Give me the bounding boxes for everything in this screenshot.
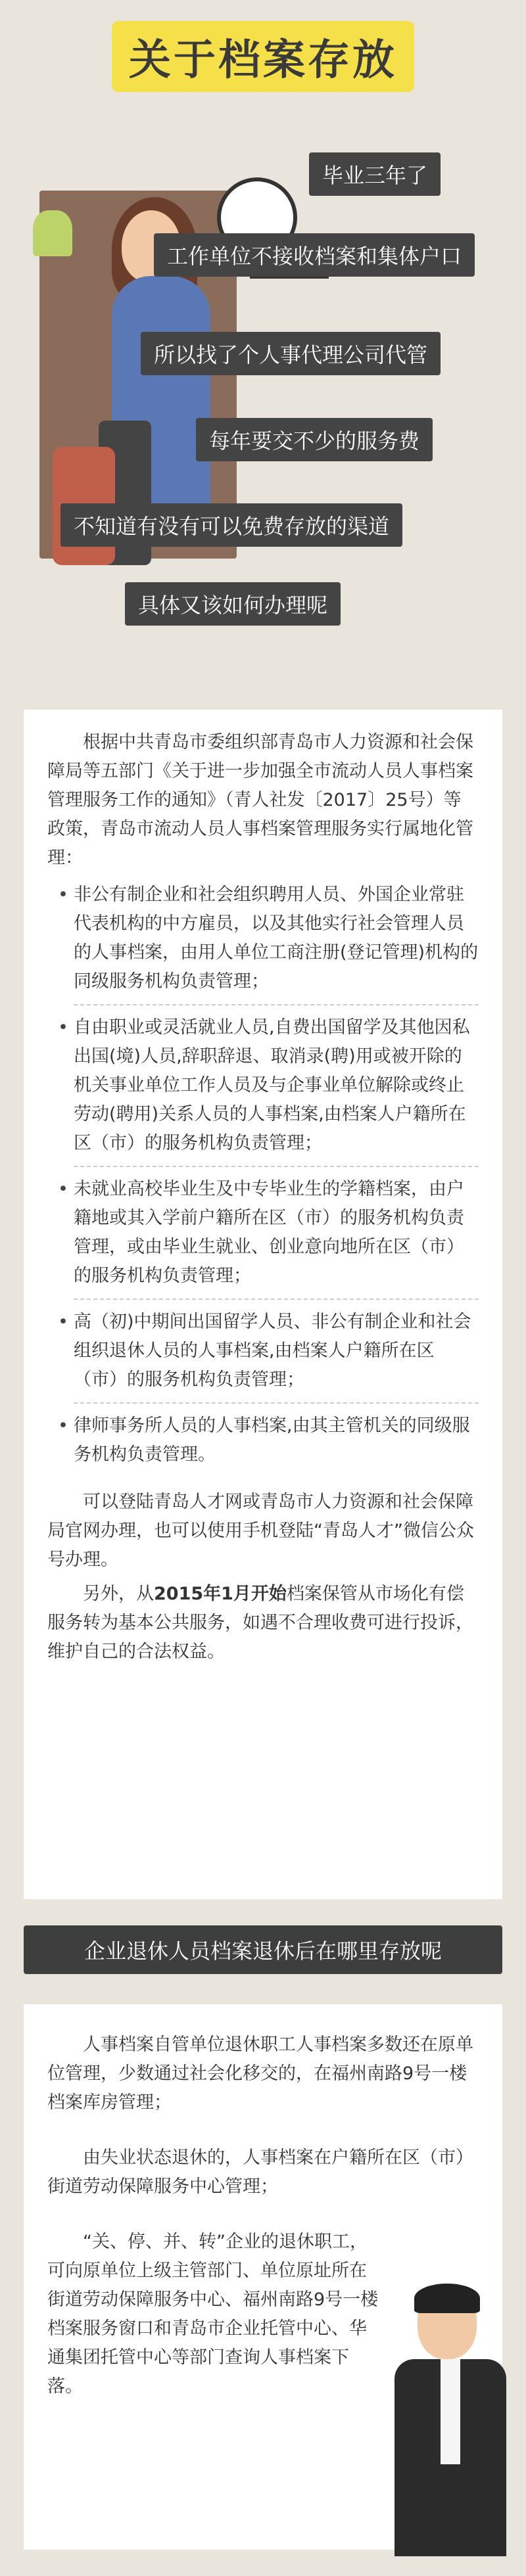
presenter-illustration bbox=[381, 2287, 513, 2563]
bubble-3: 所以找了个人事代理公司代管 bbox=[141, 332, 441, 375]
presenter-hair bbox=[414, 2284, 480, 2313]
list-item: • 自由职业或灵活就业人员,自费出国留学及其他因私出国(境)人员,辞职辞退、取消录(聘)用或被开除的机关事业单位工作人员及与企事业单位解除或终止劳动(聘用)关系人员的人事档案,由档案人户籍所在区（市）的服务机构负责管理； bbox=[74, 1005, 479, 1167]
section1-box bbox=[24, 710, 502, 1899]
list-item: • 非公有制企业和社会组织聘用人员、外国企业常驻代表机构的中方雇员，以及其他实行社会管理人员的人事档案，由用人单位工商注册(登记管理)机构的同级服务机构负责管理； bbox=[74, 873, 479, 1005]
list-item: • 律师事务所人员的人事档案,由其主管机关的同级服务机构负责管理。 bbox=[74, 1404, 479, 1477]
list-item: • 高（初)中期间出国留学人员、非公有制企业和社会组织退休人员的人事档案,由档案人户籍所在区（市）的服务机构负责管理； bbox=[74, 1300, 479, 1404]
bubble-2: 工作单位不接收档案和集体户口 bbox=[154, 233, 475, 277]
section2-p1: 人事档案自管单位退休职工人事档案多数还在原单位管理，少数通过社会化移交的，在福州南路9号一楼档案库房管理； bbox=[47, 2035, 473, 2113]
section2-title: 企业退休人员档案退休后在哪里存放呢 bbox=[24, 1925, 502, 1974]
section2-p3: “关、停、并、转”企业的退休职工，可向原单位上级主管部门、单位原址所在街道劳动保障服务中心、福州南路9号一楼档案服务窗口和青岛市企业托管中心、华通集团托管中心等部门查询人事档案下落。 bbox=[47, 2232, 379, 2397]
section1-list bbox=[47, 873, 479, 1477]
bubble-6: 具体又该如何办理呢 bbox=[125, 582, 341, 626]
note2-pre: 另外，从 bbox=[83, 1584, 154, 1604]
note2-bold: 2015年1月开始 bbox=[154, 1584, 287, 1604]
section1-intro: 根据中共青岛市委组织部青岛市人力资源和社会保障局等五部门《关于进一步加强全市流动人员人事档案管理服务工作的通知》（青人社发〔2017〕25号）等政策，青岛市流动人员人事档案管理服务实行属地化管理： bbox=[47, 732, 473, 868]
page-title: 关于档案存放 bbox=[112, 21, 414, 92]
note2-post: 档案保管从市场化有偿服务转为基本公共服务，如遇不合理收费可进行投诉，维护自己的合法权益。 bbox=[47, 1584, 473, 1662]
plant-icon bbox=[33, 210, 72, 256]
bubble-1: 毕业三年了 bbox=[309, 152, 441, 196]
section2-p2: 由失业状态退休的，人事档案在户籍所在区（市）街道劳动保障服务中心管理； bbox=[47, 2148, 473, 2197]
presenter-shirt bbox=[441, 2359, 460, 2464]
section1-note2 bbox=[47, 1580, 479, 1667]
bubble-5: 不知道有没有可以免费存放的渠道 bbox=[60, 503, 402, 547]
bubble-4: 每年要交不少的服务费 bbox=[196, 418, 433, 461]
section1-note1: 可以登陆青岛人才网或青岛市人力资源和社会保障局官网办理，也可以使用手机登陆“青岛人才”微信公众号办理。 bbox=[47, 1492, 474, 1570]
list-item: • 未就业高校毕业生及中专毕业生的学籍档案，由户籍地或其入学前户籍所在区（市）的服务机构负责管理，或由毕业生就业、创业意向地所在区（市）的服务机构负责管理； bbox=[74, 1167, 479, 1300]
